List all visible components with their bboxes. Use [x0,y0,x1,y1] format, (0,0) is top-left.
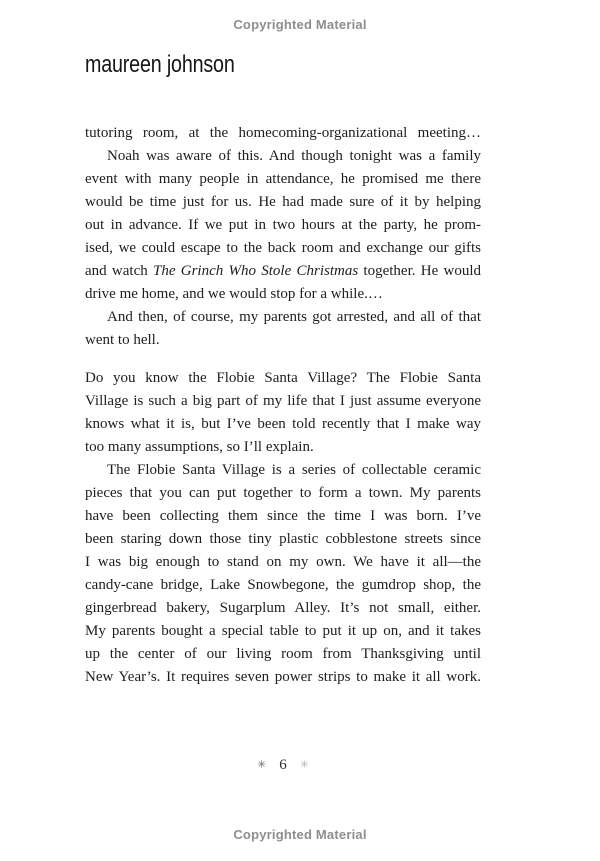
text-line [85,214,481,237]
text-line [85,145,481,168]
text-segment: pieces that you can put together to form a town. My parents [85,485,481,501]
text-line [85,329,481,352]
text-segment: too many assumptions, so I’ll explain. [85,439,314,455]
text-segment: and watch [85,263,153,279]
text-line [85,436,481,459]
page-footer-folio [85,757,481,774]
text-segment: knows what it is, but I’ve been told recently that I make way [85,416,481,432]
text-line [85,482,481,505]
text-line [85,168,481,191]
body-text-block [85,122,481,689]
asterisk-ornament-left-icon: ✳ [257,759,267,771]
asterisk-ornament-right-icon: ✳ [299,759,309,771]
text-segment: event with many people in attendance, he promised me there [85,171,481,187]
text-line [85,459,481,482]
text-segment: out in advance. If we put in two hours at the party, he prom- [85,217,481,233]
page-number: 6 [279,757,287,773]
text-line [85,260,481,283]
text-line [85,367,481,390]
text-segment: went to hell. [85,332,160,348]
text-segment: together. He would [358,263,481,279]
text-segment: gingerbread bakery, Sugarplum Alley. It’s not small, either. [85,600,481,616]
text-line [85,643,481,666]
text-line [85,237,481,260]
text-segment: been staring down those tiny plastic cobblestone streets since [85,531,481,547]
text-line [85,528,481,551]
text-line [85,551,481,574]
text-segment: The Flobie Santa Village is a series of collectable ceramic [107,462,481,478]
text-segment: up the center of our living room from Thanksgiving until [85,646,481,662]
text-line [85,191,481,214]
text-line [85,283,481,306]
text-line [85,666,481,689]
text-segment: And then, of course, my parents got arrested, and all of that [107,309,481,325]
text-segment: drive me home, and we would stop for a while.… [85,286,383,302]
copyright-notice-bottom: Copyrighted Material [233,827,367,842]
text-segment: Noah was aware of this. And though tonight was a family [107,148,481,164]
text-segment: Village is such a big part of my life that I just assume everyone [85,393,481,409]
text-segment: candy-cane bridge, Lake Snowbegone, the gumdrop shop, the [85,577,481,593]
text-line [85,413,481,436]
text-segment: ised, we could escape to the back room and exchange our gifts [85,240,481,256]
text-segment: tutoring room, at the homecoming-organizational meeting… [85,125,481,141]
book-title-italic: The Grinch Who Stole Christmas [152,263,359,279]
text-segment: I was big enough to stand on my own. We have it all—the [85,554,481,570]
text-segment: New Year’s. It requires seven power strips to make it all work. [85,669,481,685]
text-line [85,597,481,620]
text-line [85,574,481,597]
running-header-author: maureen johnson [85,51,235,78]
text-segment: My parents bought a special table to put it up on, and it takes [85,623,481,639]
text-segment: would be time just for us. He had made sure of it by helping [85,194,481,210]
text-line [85,122,481,145]
text-line [85,306,481,329]
text-segment: have been collecting them since the time I was born. I’ve [85,508,481,524]
copyright-notice-top: Copyrighted Material [233,17,367,32]
text-line [85,620,481,643]
text-line [85,505,481,528]
text-segment: Do you know the Flobie Santa Village? The Flobie Santa [85,370,481,386]
text-line [85,390,481,413]
